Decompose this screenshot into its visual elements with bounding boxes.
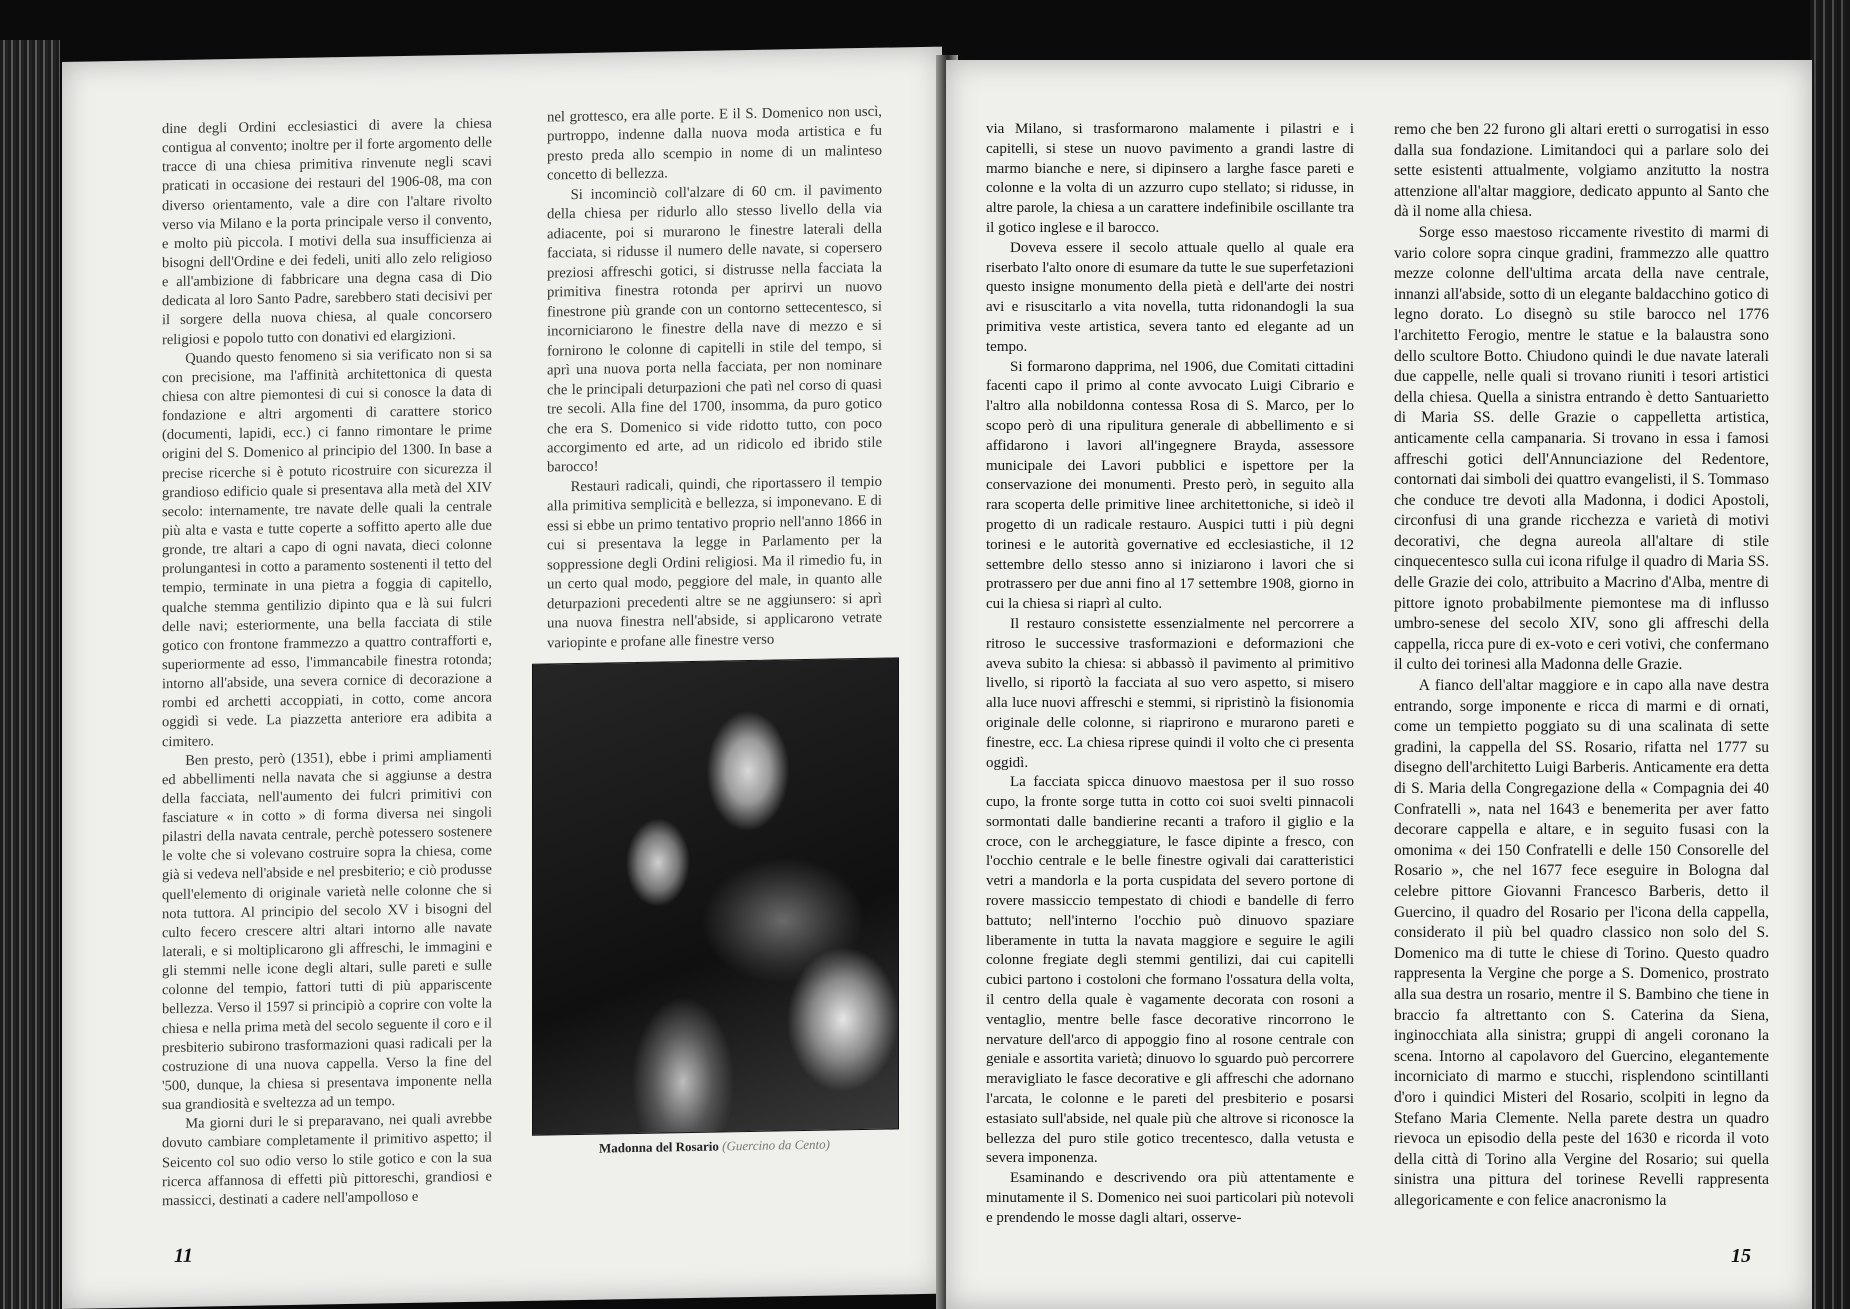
left-column-a	[162, 114, 492, 1211]
caption-title: Madonna del Rosario	[599, 1138, 719, 1156]
paragraph: Ben presto, però (1351), ebbe i primi ampliamenti ed abbellimenti nella navata che si aggiunse a destra della facciata, nell'aumento dei fulcri primitivi con fasciature « in cotto » di forma diversa nei singoli pilastri della navata centrale, perchè potessero sostenere le volte che si volevano costruire sopra la chiesa, come già si vedeva nell'abside e nel presbiterio; e ciò produsse quell'elemento di originale varietà nelle colonne che si nota tuttora. Al principio del secolo XV i bisogni del culto fecero crescere altri altari intorno alle navate laterali, e si moltiplicarono gli affreschi, le immagini e gli stemmi nelle icone degli altari, sulle pareti e sulle colonne del tempio, fattori tutti di più appariscente bellezza. Verso il 1597 si principiò a coprire con volte la chiesa e nella prima metà del secolo seguente il coro e il presbiterio subirono trasformazioni quasi radicali per la costruzione di una nuova cappella. Verso la fine del '500, dunque, la chiesa si presentava imponente nella sua grandiosità e sveltezza ad un tempo.	[162, 747, 492, 1114]
right-column-a	[986, 120, 1354, 1229]
paragraph: nel grottesco, era alle porte. E il S. Domenico non uscì, purtroppo, indenne dalla nuova moda artistica e fu presto preda allo scempio in nome di un malinteso concetto di bellezza.	[547, 103, 882, 184]
paragraph: dine degli Ordini ecclesiastici di avere la chiesa contigua al convento; inoltre per il forte argomento delle tracce di una chiesa primitiva rinvenute negli scavi praticati in occasione dei restauri del 1906-08, ma con diverso orientamento, vale a dire con l'altare rivolto verso via Milano e la porta principale verso il convento, e molto più piccola. I motivi della sua insufficienza ai bisogni dell'Ordine e dei fedeli, uniti allo zelo religioso e all'ambizione di fabbricare una degna casa di Dio dedicata al loro Santo Padre, sarebbero stati decisivi per il sorgere della nuova chiesa, al quale concorsero religiosi e popolo tutto con donativi ed elargizioni.	[162, 115, 492, 348]
paragraph: remo che ben 22 furono gli altari eretti o surrogatisi in esso dalla sua fondazione. Limitandoci qui a parlare solo dei sette esistenti attualmente, volgiamo anzitutto la nostra attenzione all'altar maggiore, dedicato appunto al Santo che dà il nome alla chiesa.	[1394, 121, 1769, 221]
paragraph: Si incominciò coll'alzare di 60 cm. il pavimento della chiesa per ridurlo allo stesso livello della via adiacente, poi si murarono le finestre laterali della facciata, si ridusse il numero delle navate, si copersero preziosi affreschi gotici, si distrusse nella facciata la primitiva finestra rotonda per aprirvi un nuovo finestrone più grande con un contorno settecentesco, si incorniciarono le finestre della nave di mezzo e si fornirono le colonne di capitelli in stile del tempo, si aprì una nuova porta nella facciata, per non nominare che le principali deturpazioni che patì nel corso di quasi tre secoli. Alla fine del 1700, insomma, da puro gotico che era S. Domenico si vide ridotto tutto, con poco accorgimento ed arte, ad un ridicolo ed ibrido stile barocco!	[547, 181, 882, 476]
left-page	[62, 47, 942, 1309]
book-page-edges-right	[1810, 0, 1850, 1309]
caption-artist: (Guercino da Cento)	[722, 1136, 830, 1154]
paragraph: Doveva essere il secolo attuale quello al quale era riserbato l'alto onore di esumare da tutte le sue superfetazioni questo insigne monumento della pietà e dell'arte dei nostri avi e risuscitarlo a vita novella, tutta ridonandogli la sua primitiva veste artistica, severa tanto ed elegante ad un tempo.	[986, 239, 1354, 355]
paragraph: A fianco dell'altar maggiore e in capo alla nave destra entrando, sorge imponente e ricca di marmi e di ornati, come un tempietto poggiato su di una scalinata di sette gradini, la cappella del SS. Rosario, rifatta nel 1777 su disegno dell'architetto Luigi Barberis. Anticamente era detta di S. Maria della Congregazione della « Compagnia dei 40 Confratelli », nata nel 1643 e benemerita per aver fatto decorare cappella e altare, e in seguito fusasi con la omonima « dei 150 Confratelli e delle 150 Consorelle del Rosario », che nel 1677 fece eseguire in Bologna dal celebre pittore Giovanni Francesco Barberis, detto il Guercino, il quadro del Rosario per l'icona della cappella, considerato il più bel quadro classico non solo del S. Domenico ma di tutte le chiese di Torino. Questo quadro rappresenta la Vergine che porge a S. Domenico, prostrato alla sua destra un rosario, mentre il S. Bambino che tiene in braccio fa altrettanto con S. Caterina da Siena, inginocchiata alla sinistra; gruppi di angeli coronano la scena. Intorno al capolavoro del Guercino, elegantemente incorniciato di marmo e stucchi, risplendono scintillanti d'oro i quindici Misteri del Rosario, scolpiti in legno da Stefano Maria Clemente. Nella parete destra un quadro rievoca un episodio della peste del 1630 e ricorda il voto della città di Torino alla Vergine del Rosario; sui quella sinistra una pittura del torinese Revelli rappresenta allegoricamente e con felice anacronismo la	[1394, 677, 1769, 1209]
right-column-b	[1394, 120, 1769, 1211]
book-page-edges-left	[0, 40, 60, 1309]
page-number-right: 15	[1731, 1245, 1751, 1267]
left-column-b	[547, 103, 882, 654]
paragraph: La facciata spicca dinuovo maestosa per il suo rosso cupo, la fronte sorge tutta in cotto coi suoi svelti pinnacoli sormontati dalle bandierine recanti a traforo il giglio e la croce, con le archeggiature, le fasce dipinte a fresco, con l'occhio centrale e le belle finestre ogivali dai caratteristici vetri a mandorla e la porta cuspidata del severo portone di rovere massiccio tempestato di chiodi e bandelle di ferro battuto; nell'interno l'occhio può dinuovo spaziare liberamente in tutta la navata maggiore e seguire le agili colonne fregiate degli stemmi gentilizi, dai cui capitelli cubici partono i costoloni che formano l'ossatura della volta, il centro della quale è vagamente decorata con rosoni a ventaglio, mentre belle fasce decorative rincorrono le nervature dell'arco di appoggio fino al rosone centrale con geniale e assortita varietà; dinuovo lo sguardo può percorrere meravigliato le fasce decorative e gli affreschi che adornano l'arcata, le colonne e le pareti del presbiterio e posarsi estasiato sull'abside, nel quale più che altrove si riconosce la bellezza del puro stile gotico trecentesco, dalla vetusta e severa imponenza.	[986, 774, 1354, 1167]
page-number-left: 11	[174, 1244, 193, 1268]
paragraph: Restauri radicali, quindi, che riportassero il tempio alla primitiva semplicità e bellezza, si imponevano. E di essi si ebbe un primo tentativo proprio nell'anno 1866 in cui si presentava la legge in Parlamento per la soppressione degli Ordini religiosi. Ma il rimedio fu, in un certo qual modo, peggiore del male, in quanto alle deturpazioni precedenti altre se ne aggiunsero: si aprì una nuova finestra nell'abside, si applicarono vetrate variopinte e profane alle finestre verso	[547, 473, 882, 652]
right-page	[946, 60, 1812, 1309]
paragraph: Il restauro consistette essenzialmente nel percorrere a ritroso le successive trasformazioni e deformazioni che aveva subito la chiesa: si abbassò il pavimento al primitivo livello, si riportò la facciata al suo vero aspetto, si misero alla luce nuovi affreschi e stemmi, si ripristinò la fisionomia originale delle colonne, si riaprirono e murarono pareti e finestre, ecc. La chiesa riprese quindi il volto che ci presenta oggidì.	[986, 615, 1354, 771]
photo-caption	[532, 1135, 897, 1157]
paragraph: Ma giorni duri le si preparavano, nei quali avrebbe dovuto cambiare completamente il primitivo aspetto; il Seicento col suo odio verso lo stile gotico e con la sua ricerca affannosa di effetti più pittoreschi, grandiosi e massicci, destinati a cadere nell'ampolloso e	[162, 1110, 492, 1210]
paragraph: Quando questo fenomeno si sia verificato non si sa con precisione, ma l'affinità architettonica di questa chiesa con altre piemontesi di cui si conosce la data di fondazione e altri argomenti di carattere storico (documenti, lapidi, ecc.) ci fanno rimontare le prime origini del S. Domenico al principio del 1300. In base a precise ricerche si è potuto ricostruire con sicurezza il grandioso edificio quale si presentava alla metà del XIV secolo: internamente, tre navate delle quali la centrale più alta e vasta e tutte coperte a soffitto aperto alle due gronde, tre altari a capo di ogni navata, dieci colonne prolungantesi in cotto a paramento sostenenti il tetto del tempio, terminate in una pietra a foggia di capitello, qualche stemma gentilizio dipinto qua e là sui fulcri delle navi; esteriormente, una bella facciata di stile gotico con frontone frammezzo a quattro contrafforti e, superiormente ad esso, l'immancabile finestra rotonda; intorno all'abside, una severa cornice di decorazione a rombi ed archetti accoppiati, in cotto, come ancora oggidì si vede. La piazzetta anteriore era adibita a cimitero.	[162, 345, 492, 750]
paragraph: Si formarono dapprima, nel 1906, due Comitati cittadini facenti capo il primo al conte avvocato Luigi Cibrario e l'altro alla nobildonna contessa Rosa di S. Marco, per lo scopo però di una ripulitura generale di abbellimento e si affidarono i lavori all'ingegnere Brayda, assessore municipale dei Lavori pubblici e ispettore per la conservazione dei monumenti. Presto però, in seguito alla rara scoperta delle primitive linee architettoniche, si ideò il progetto di un radicale restauro. Auspici tutti i più degni torinesi e le autorità governative ed ecclesiastiche, il 12 settembre dello stesso anno si iniziarono i lavori che si protrassero per due anni fino al 17 settembre 1908, giorno in cui la chiesa si riaprì al culto.	[986, 358, 1354, 613]
paragraph: via Milano, si trasformarono malamente i pilastri e i capitelli, si stese un nuovo pavimento a grandi lastre di marmo bianche e nere, si dipinsero a larghe fasce pareti e colonne e la volta di un azzurro cupo stellato; si ridusse, in altre parole, la chiesa a un carattere indefinibile oscillante tra il gotico inglese e il barocco.	[986, 121, 1354, 236]
madonna-del-rosario-photo	[532, 657, 899, 1135]
paragraph: Sorge esso maestoso riccamente rivestito di marmi di vario colore sopra cinque gradini, frammezzo alle quattro mezze colonne dell'ultima arcata della nave centrale, innanzi all'abside, sotto di un elegante baldacchino gotico di legno dorato. Lo disegnò su stile barocco nel 1776 l'architetto Ferogio, mentre le statue e la balaustra sono dello scultore Botto. Chiudono quindi le due navate laterali due cappelle, nelle quali si trovano riuniti i tesori artistici della chiesa. Quella a sinistra entrando è detto Santuarietto di Maria SS. delle Grazie o cappelletta artistica, anticamente cella campanaria. Si trovano in essa i famosi affreschi gotici dell'Annunciazione del Redentore, contornati dai simboli dei quattro evangelisti, il S. Tommaso che conduce tre devoti alla Madonna, i dodici Apostoli, circonfusi di una grande ricchezza e varietà di motivi decorativi, che degna aureola all'altare di stile cinquecentesco sulla cui icona rifulge il quadro di Maria SS. delle Grazie dei colo, attribuito a Macrino d'Alba, mentre di pittore ignoto probabilmente piemontese ma di influsso umbro-senese del secolo XIV, sono gli affreschi della cappella, ricca pure di ex-voto e ceri votivi, che confermano il culto dei torinesi alla Madonna delle Grazie.	[1394, 223, 1769, 674]
paragraph: Esaminando e descrivendo ora più attentamente e minutamente il S. Domenico nei suoi particolari più notevoli e prendendo le mosse dagli altari, osserve-	[986, 1170, 1354, 1226]
